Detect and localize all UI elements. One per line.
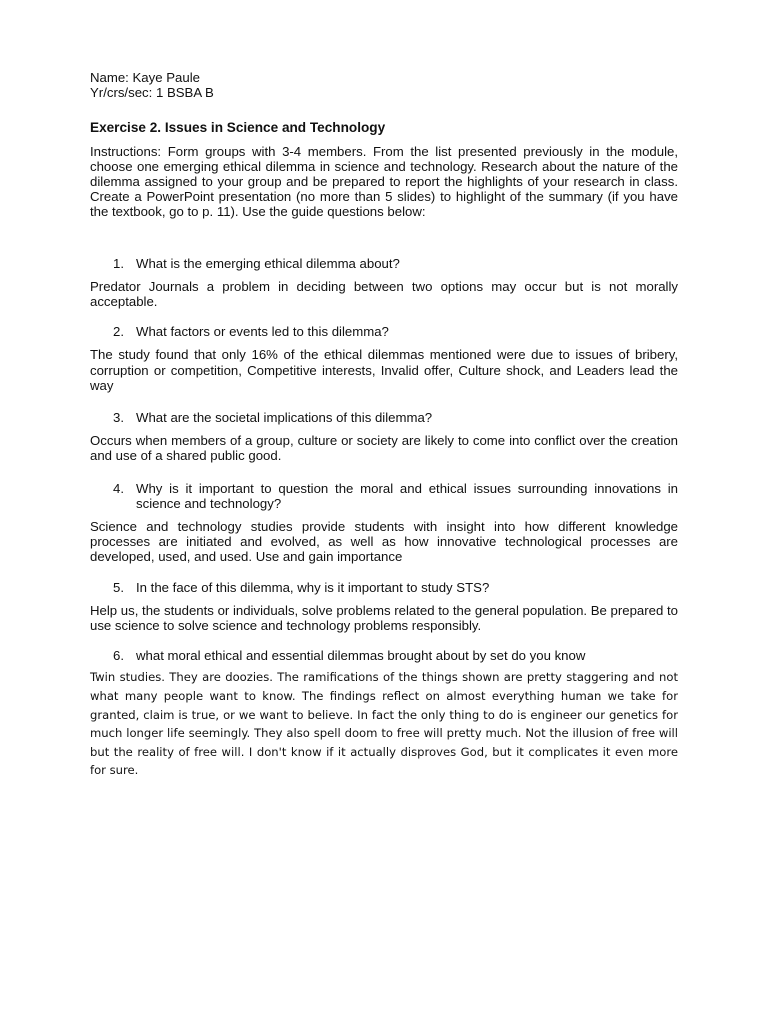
question-text: What is the emerging ethical dilemma about? xyxy=(136,255,400,271)
question-text: Why is it important to question the moral and ethical issues surrounding innovations in science and technology? xyxy=(136,480,678,511)
question-number: 1. xyxy=(113,255,124,271)
exercise-title: Exercise 2. Issues in Science and Technology xyxy=(90,120,386,136)
question-6 xyxy=(90,648,678,663)
question-text: what moral ethical and essential dilemmas brought about by set do you know xyxy=(136,648,586,664)
question-1 xyxy=(90,256,678,271)
question-text: What factors or events led to this dilemma? xyxy=(136,324,389,340)
question-text: In the face of this dilemma, why is it important to study STS? xyxy=(136,579,490,595)
question-number: 5. xyxy=(113,579,124,595)
question-number: 2. xyxy=(113,324,124,340)
answer-6: Twin studies. They are doozies. The ramifications of the things shown are pretty staggering and not what many people want to know. The findings reflect on almost everything human we take for granted, claim is true, or we want to believe. In fact the only thing to do is engineer our genetics for much longer life seemingly. They also spell doom to free will pretty much. Not the illusion of free will but the reality of free will. I don't know if it actually disproves God, but it complicates it even more for sure. xyxy=(90,670,678,778)
document-body xyxy=(90,70,678,780)
answer-3: Occurs when members of a group, culture or society are likely to come into conflict over the creation and use of a shared public good. xyxy=(90,433,678,464)
student-name: Name: Kaye Paule xyxy=(90,70,200,85)
exercise-instructions: Instructions: Form groups with 3-4 members. From the list presented previously in the module, choose one emerging ethical dilemma in science and technology. Research about the nature of the dilemma assigned to your group and be prepared to report the highlights of your research in class. Create a PowerPoint presentation (no more than 5 slides) to highlight of the summary (if you have the textbook, go to p. 11). Use the guide questions below: xyxy=(90,143,678,220)
question-3 xyxy=(90,410,678,425)
question-text: What are the societal implications of this dilemma? xyxy=(136,410,433,426)
question-number: 6. xyxy=(113,648,124,664)
question-5 xyxy=(90,580,678,595)
question-2 xyxy=(90,324,678,339)
answer-5: Help us, the students or individuals, solve problems related to the general population. Be prepared to use science to solve science and technology problems responsibly. xyxy=(90,602,678,634)
question-4 xyxy=(90,481,678,511)
answer-4: Science and technology studies provide students with insight into how different knowledge processes are initiated and evolved, as well as how innovative technological processes are developed, used, and used. Use and gain importance xyxy=(90,519,678,565)
answer-2: The study found that only 16% of the ethical dilemmas mentioned were due to issues of bribery, corruption or competition, Competitive interests, Invalid offer, Culture shock, and Leaders lead the way xyxy=(90,347,678,393)
answer-1: Predator Journals a problem in deciding between two options may occur but is not morally acceptable. xyxy=(90,278,678,310)
question-number: 4. xyxy=(113,480,124,496)
question-number: 3. xyxy=(113,410,124,426)
year-course-section: Yr/crs/sec: 1 BSBA B xyxy=(90,85,214,101)
